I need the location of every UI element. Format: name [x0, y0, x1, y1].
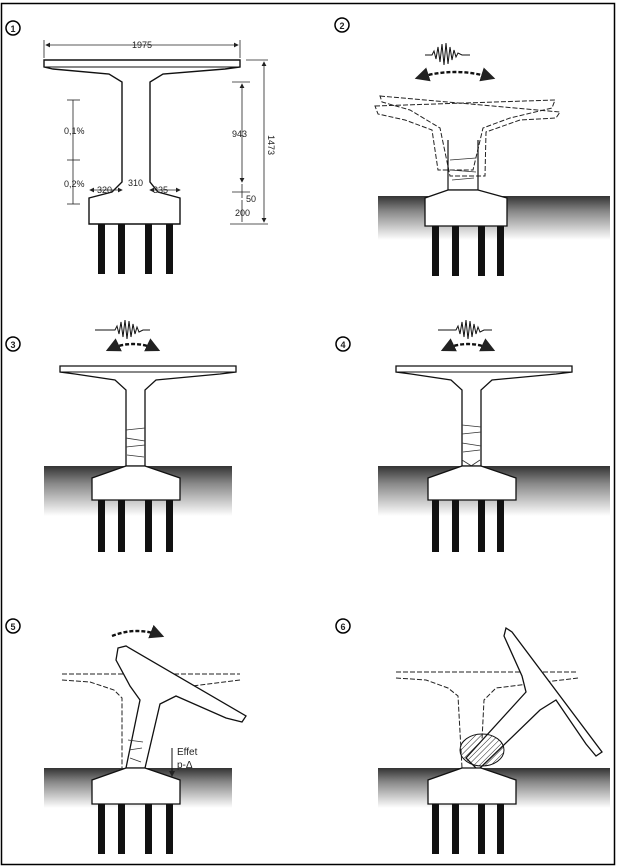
reinf-ratio-lower: 0,2%	[64, 179, 85, 189]
panel-number: 4	[340, 340, 346, 350]
oscillation-arrow	[112, 631, 162, 636]
oscillation-arrow	[443, 344, 493, 350]
pile	[497, 226, 504, 276]
pile	[166, 500, 173, 552]
footing	[425, 190, 507, 226]
pile	[452, 226, 459, 276]
pier-structure	[396, 366, 572, 466]
deck-sway-left	[375, 100, 555, 170]
crushed-hinge-zone	[460, 734, 504, 766]
pile	[452, 804, 459, 854]
pile	[145, 224, 152, 274]
panel-6	[336, 619, 610, 854]
dim-gap-height: 50	[246, 194, 257, 204]
reinf-ratio-upper: 0,1%	[64, 126, 85, 136]
panel-number: 5	[10, 622, 16, 632]
pile	[98, 804, 105, 854]
pile	[478, 226, 485, 276]
column-cracked	[448, 140, 478, 190]
pile	[432, 226, 439, 276]
oscillation-arrow	[417, 72, 493, 78]
pile	[166, 224, 173, 274]
pile	[118, 804, 125, 854]
ground-motion-signal	[438, 320, 492, 339]
ground-motion-signal	[425, 43, 470, 65]
pile	[145, 500, 152, 552]
pile	[478, 804, 485, 854]
panel-number: 2	[339, 21, 345, 31]
p-delta-label-line1: Effet	[177, 747, 198, 758]
panel-number: 3	[10, 340, 16, 350]
pile	[118, 500, 125, 552]
p-delta-label-line2: p-Δ	[177, 760, 193, 771]
panel-number: 1	[10, 24, 16, 34]
panel-5	[6, 619, 246, 854]
pile	[98, 500, 105, 552]
pile	[98, 224, 105, 274]
pile	[166, 804, 173, 854]
panel-2	[335, 18, 610, 276]
dim-width-mid: 310	[128, 178, 144, 188]
dim-deck-width: 1975	[131, 40, 153, 50]
figure-border	[2, 4, 615, 865]
dim-footing-height: 200	[235, 208, 251, 218]
pile	[145, 804, 152, 854]
panel-1	[6, 21, 276, 274]
dim-width-left: 320	[97, 185, 113, 195]
panel-number: 6	[340, 622, 346, 632]
pile	[432, 804, 439, 854]
dim-total-height: 1473	[266, 134, 276, 156]
panel-4	[336, 320, 610, 552]
dim-column-height: 943	[232, 129, 248, 139]
crack-marks	[450, 158, 476, 180]
deck-sway-right	[380, 96, 560, 176]
pile	[478, 500, 485, 552]
dim-width-right: 335	[153, 185, 169, 195]
ground-motion-signal	[95, 320, 150, 339]
pile	[118, 224, 125, 274]
pile	[497, 500, 504, 552]
pile	[452, 500, 459, 552]
pier-structure	[60, 366, 236, 466]
pile	[432, 500, 439, 552]
panel-3	[6, 320, 236, 552]
oscillation-arrow	[108, 344, 158, 350]
pile	[497, 804, 504, 854]
